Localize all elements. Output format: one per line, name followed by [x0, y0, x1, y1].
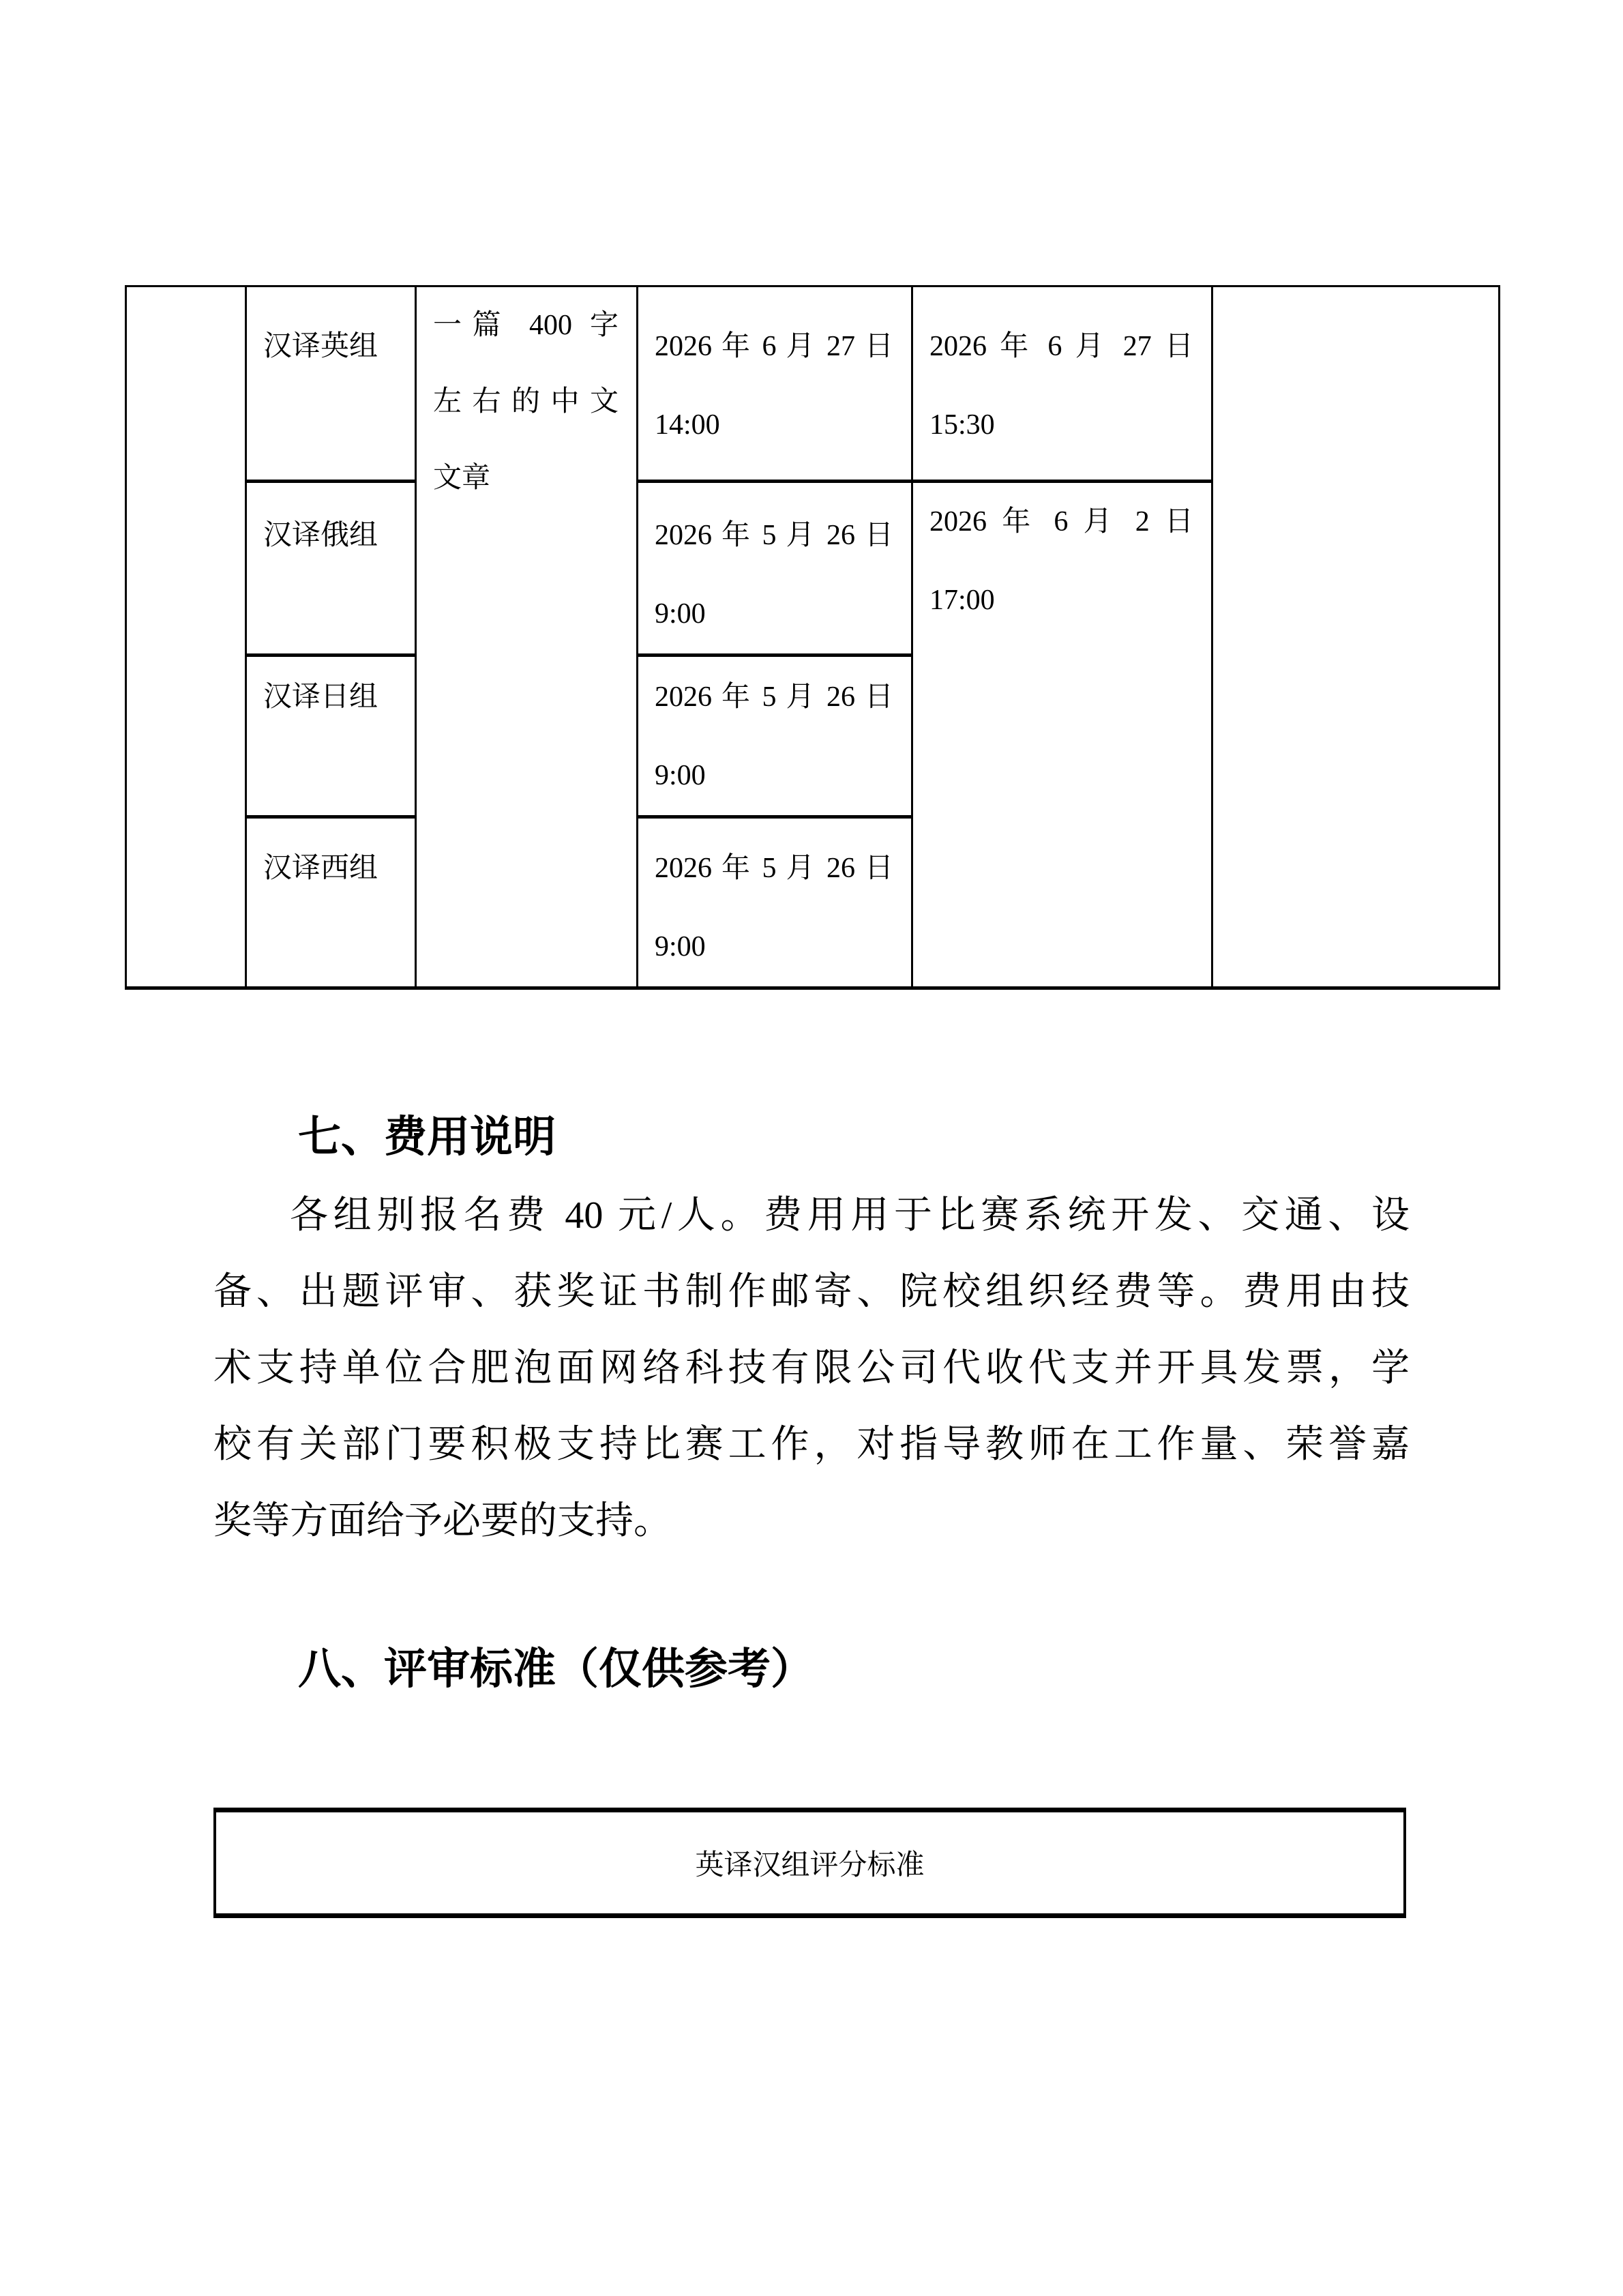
criteria-box: [213, 1808, 1406, 1918]
criteria-box-title: 英译汉组评分标准: [695, 1850, 925, 1881]
end-datetime-cell-row1: [912, 286, 1212, 482]
group-cell-row4: [246, 817, 416, 988]
group-cell-row3: [246, 656, 416, 817]
end-date: 2026 年 6 月 2 日: [929, 506, 1193, 538]
start-time: 9:00: [655, 598, 706, 630]
start-time: 9:00: [655, 931, 706, 962]
start-datetime-cell-row4: [638, 817, 912, 988]
fee-paragraph-line2: 备、出题评审、获奖证书制作邮寄、院校组织经费等。费用由技: [213, 1271, 1410, 1313]
start-date: 2026 年 5 月 26 日: [655, 520, 893, 551]
empty-spanned-cell-left: [126, 286, 246, 988]
start-datetime-cell-row3: [638, 656, 912, 817]
fee-paragraph-line3: 术支持单位合肥泡面网络科技有限公司代收代支并开具发票，学: [213, 1347, 1410, 1389]
start-date: 2026 年 6 月 27 日: [655, 331, 893, 362]
empty-spanned-cell-right: [1212, 286, 1500, 988]
end-time: 17:00: [929, 585, 995, 616]
task-description-cell: [416, 286, 638, 988]
group-cell-row2: [246, 482, 416, 656]
group-label: 汉译日组: [263, 681, 378, 713]
start-datetime-cell-row1: [638, 286, 912, 482]
start-time: 14:00: [655, 409, 720, 441]
group-cell-row1: [246, 286, 416, 482]
fee-paragraph-line5: 奖等方面给予必要的支持。: [213, 1500, 672, 1542]
fee-paragraph: [213, 1177, 1410, 1559]
section-heading-fee: 七、费用说明: [298, 1113, 556, 1161]
group-label: 汉译英组: [263, 331, 378, 362]
start-datetime-cell-row2: [638, 482, 912, 656]
task-description-line1: 一篇 400 字: [433, 310, 619, 341]
fee-paragraph-line4: 校有关部门要积极支持比赛工作，对指导教师在工作量、荣誉嘉: [213, 1424, 1410, 1466]
task-description-line2: 左右的中文: [433, 386, 619, 417]
fee-paragraph-line1: 各组别报名费 40 元/人。费用用于比赛系统开发、交通、设: [290, 1194, 1410, 1237]
end-date: 2026 年 6 月 27 日: [929, 331, 1193, 362]
start-date: 2026 年 5 月 26 日: [655, 681, 893, 713]
schedule-table: [125, 285, 1500, 990]
start-time: 9:00: [655, 760, 706, 791]
task-description-line3: 文章: [433, 462, 491, 494]
group-label: 汉译俄组: [263, 520, 378, 551]
section-heading-criteria: 八、评审标准（仅供参考）: [298, 1645, 814, 1693]
end-time: 15:30: [929, 409, 995, 441]
group-label: 汉译西组: [263, 853, 378, 884]
start-date: 2026 年 5 月 26 日: [655, 853, 893, 884]
merged-end-datetime-cell: [912, 482, 1212, 988]
